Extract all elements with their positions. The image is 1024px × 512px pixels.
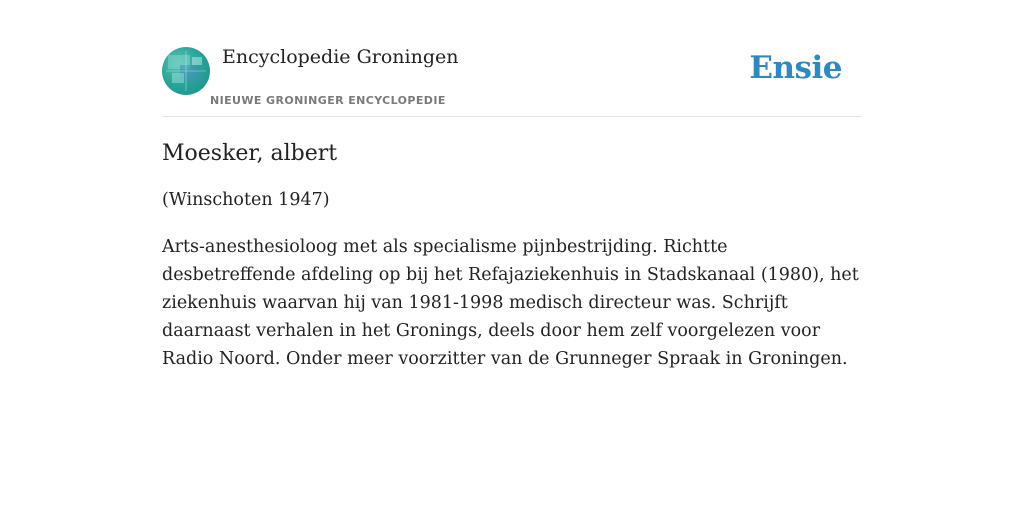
map-thumbnail-icon bbox=[162, 47, 210, 95]
article-title: Moesker, albert bbox=[162, 141, 338, 166]
article bbox=[162, 136, 862, 373]
ensie-logo[interactable]: Ensie bbox=[749, 50, 842, 86]
encyclopedia-logo[interactable] bbox=[162, 47, 210, 95]
article-body: Arts-anesthesioloog met als specialisme pijnbestrijding. Richtte desbetreffende afdeling op bij het Refajaziekenhuis in Stadskanaal (1980), het ziekenhuis waarvan hij van 1981-1998 medisch directeur was. Schrijft daarnaast verhalen in het Gronings, deels door hem zelf voorgelezen voor Radio Noord. Onder meer voorzitter van de Grunneger Spraak in Groningen. bbox=[162, 237, 859, 369]
site-header bbox=[162, 46, 862, 117]
site-subtitle: NIEUWE GRONINGER ENCYCLOPEDIE bbox=[210, 94, 446, 107]
site-title[interactable]: Encyclopedie Groningen bbox=[222, 46, 459, 68]
article-meta: (Winschoten 1947) bbox=[162, 190, 330, 210]
